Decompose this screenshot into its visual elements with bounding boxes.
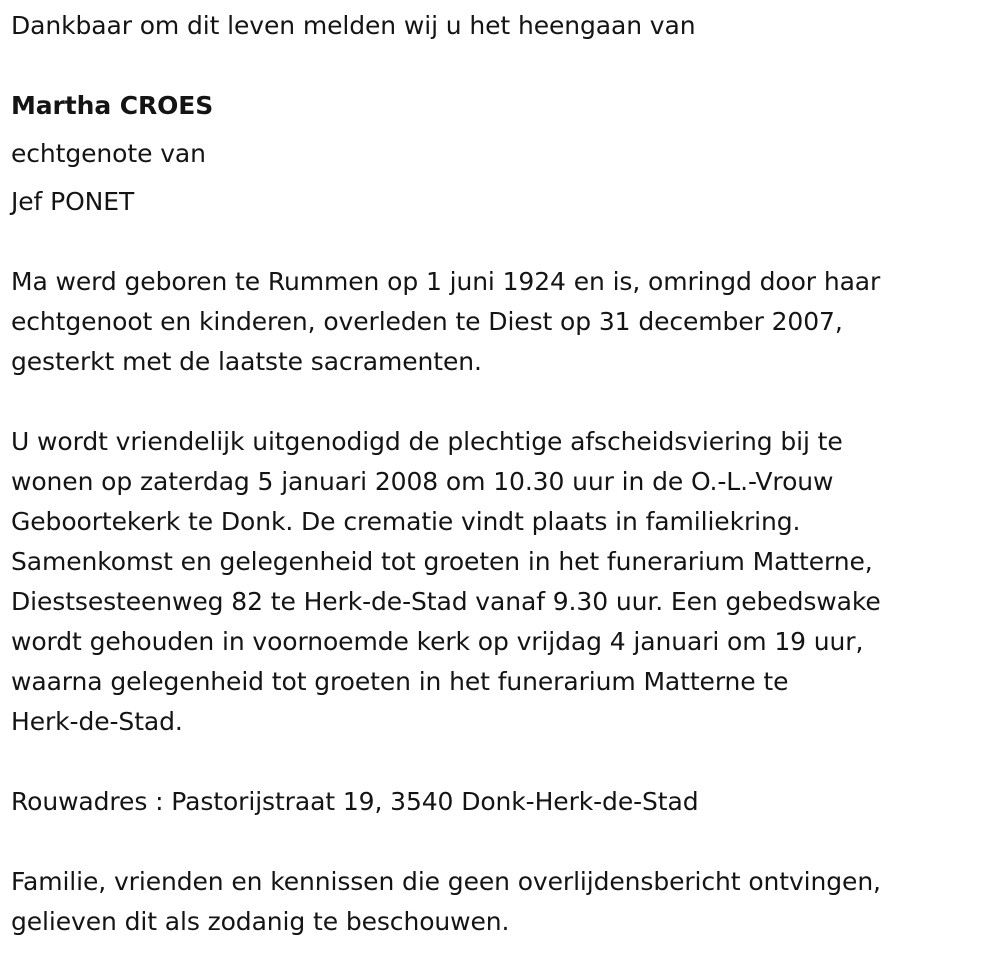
- paragraph-line: gelieven dit als zodanig te beschouwen.: [11, 907, 510, 936]
- paragraph-line: Herk-de-Stad.: [11, 707, 183, 736]
- paragraph-line: Diestsesteenweg 82 te Herk-de-Stad vanaf 9.30 uur. Een gebedswake: [11, 587, 881, 616]
- paragraph-line: Samenkomst en gelegenheid tot groeten in het funerarium Matterne,: [11, 547, 873, 576]
- spouse-name: Jef PONET: [11, 187, 135, 216]
- relation-text: echtgenote van: [11, 139, 206, 168]
- paragraph-line: wonen op zaterdag 5 januari 2008 om 10.30 uur in de O.-L.-Vrouw: [11, 467, 834, 496]
- paragraph-line: gesterkt met de laatste sacramenten.: [11, 347, 482, 376]
- paragraph-line: U wordt vriendelijk uitgenodigd de plechtige afscheidsviering bij te: [11, 427, 843, 456]
- intro-text: Dankbaar om dit leven melden wij u het heengaan van: [11, 11, 696, 40]
- paragraph-line: wordt gehouden in voornoemde kerk op vrijdag 4 januari om 19 uur,: [11, 627, 864, 656]
- paragraph-line: Familie, vrienden en kennissen die geen overlijdensbericht ontvingen,: [11, 867, 881, 896]
- deceased-name: Martha CROES: [11, 91, 214, 120]
- paragraph-line: Geboortekerk te Donk. De crematie vindt plaats in familiekring.: [11, 507, 801, 536]
- paragraph-line: Ma werd geboren te Rummen op 1 juni 1924 en is, omringd door haar: [11, 267, 881, 296]
- paragraph-line: waarna gelegenheid tot groeten in het funerarium Matterne te: [11, 667, 789, 696]
- paragraph-line: echtgenoot en kinderen, overleden te Diest op 31 december 2007,: [11, 307, 843, 336]
- mourning-address: Rouwadres : Pastorijstraat 19, 3540 Donk-Herk-de-Stad: [11, 787, 699, 816]
